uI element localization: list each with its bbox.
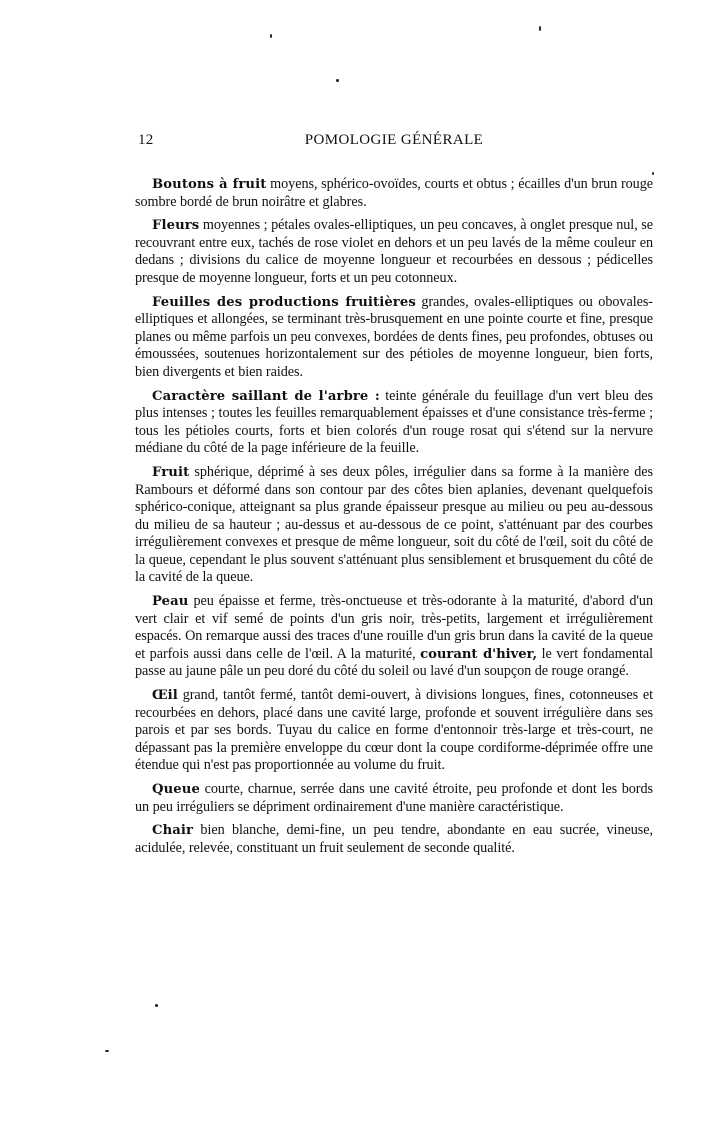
paragraph-lead: Chair xyxy=(152,823,194,839)
running-title: POMOLOGIE GÉNÉRALE xyxy=(304,132,484,148)
paragraph-text: courte, charnue, serrée dans une cavité étroite, peu profonde et dont les bords un peu irréguliers se dépriment ordinairement d'une manière caractéristique. xyxy=(135,781,653,815)
paragraph-lead: Peau xyxy=(152,594,189,610)
paragraph-boutons-a-fruit xyxy=(135,176,653,211)
inline-bold-term: courant d'hiver, xyxy=(420,646,538,662)
paragraph-text-after: le vert fondamental passe au jaune pâle un peu doré du côté du soleil ou lavé d'un soupçon de rouge orangé. xyxy=(135,645,653,680)
paragraph-text: moyens, sphérico-ovoïdes, courts et obtus ; écailles d'un brun rouge sombre bordé de brun noirâtre et glabres. xyxy=(135,176,654,210)
scan-speck xyxy=(539,26,541,31)
page-number: 12 xyxy=(138,132,154,148)
paragraph-text: teinte générale du feuillage d'un vert bleu des plus intenses ; toutes les feuilles remarquablement épaisses et d'une consistance très-ferme ; tous les pétioles courts, forts et bien colorés d'un rouge rosat qui s'étend sur la nervure médiane du côté de la page inférieure de la feuille. xyxy=(135,387,653,457)
paragraph-lead: Caractère saillant de l'arbre : xyxy=(152,388,380,404)
scan-speck xyxy=(270,34,272,38)
scan-speck xyxy=(336,79,339,82)
paragraph-lead: Boutons à fruit xyxy=(152,177,267,192)
paragraph-text: grand, tantôt fermé, tantôt demi-ouvert, à divisions longues, fines, cotonneuses et recourbées en dehors, placé dans une cavité large, profonde et souvent irrégulière dans ses parois et par ses bords. Tuyau du calice en forme d'entonnoir très-large et très-court, ne dépassant pas la première enveloppe du cœur dont la coupe cordiforme-déprimée offre une étendue qui n'est pas proportionnée au volume du fruit. xyxy=(135,687,653,774)
paragraph-queue xyxy=(135,781,653,816)
paragraph-text: sphérique, déprimé à ses deux pôles, irrégulier dans sa forme à la manière des Rambours et déformé dans son contour par des côtes bien aplanies, devenant quelquefois sphérico-conique, atteignant sa plus grande épaisseur presque au milieu ou peu au-dessous du milieu de sa hauteur ; au-dessus et au-dessous de ce point, s'atténuant par des courbes irrégulièrement convexes et presque de même longueur, soit du côté de l'œil, soit du côté de la queue, cependant le plus souvent s'atténuant plus sensiblement et brusquement du côté de la cavité de la queue. xyxy=(135,463,653,586)
paragraph-text: peu épaisse et ferme, très-onctueuse et très-odorante à la maturité, d'abord d'un vert clair et vif semé de points d'un gris noir, très-petits, largement et irrégulièrement espacés. On remarque aussi des traces d'une rouille d'un gris brun dans la cavité de la queue et parfois aussi dans celle de l'œil. A la maturité, xyxy=(135,593,653,662)
paragraph-oeil xyxy=(135,687,653,775)
paragraph-lead: Fruit xyxy=(152,464,190,480)
book-page xyxy=(135,128,653,863)
paragraph-text: bien blanche, demi-fine, un peu tendre, abondante en eau sucrée, vineuse, acidulée, relevée, constituant un fruit seulement de seconde qualité. xyxy=(135,822,653,856)
scan-speck xyxy=(105,1050,109,1052)
paragraph-feuilles xyxy=(135,294,653,382)
paragraph-caractere-saillant xyxy=(135,388,653,458)
paragraph-text: moyennes ; pétales ovales-elliptiques, un peu concaves, à onglet presque nul, se recouvrant entre eux, tachés de rose violet en dehors et un peu lavés de la même couleur en dedans ; divisions du calice de moyenne longueur et recourbées en dessous ; pédicelles presque de moyenne longueur, forts et un peu cotonneux. xyxy=(135,217,653,286)
paragraph-fruit xyxy=(135,464,653,587)
paragraph-lead: Queue xyxy=(152,782,200,797)
paragraph-peau xyxy=(135,593,653,681)
paragraph-fleurs xyxy=(135,217,653,287)
body-text xyxy=(135,176,653,857)
paragraph-lead: Œil xyxy=(152,688,178,704)
paragraph-chair xyxy=(135,822,653,857)
scan-speck xyxy=(155,1004,158,1007)
paragraph-text: grandes, ovales-elliptiques ou obovales-elliptiques et allongées, se terminant très-brusquement en une pointe courte et fine, presque planes ou même parfois un peu convexes, bordées de dents fines, peu profondes, obtuses ou émoussées, soutenues horizontalement sur des pétioles de moyenne longueur, bien forts, bien divergents et bien raides. xyxy=(135,293,653,380)
paragraph-lead: Feuilles des productions fruitières xyxy=(152,294,416,310)
paragraph-lead: Fleurs xyxy=(152,218,200,234)
running-head xyxy=(135,128,653,154)
